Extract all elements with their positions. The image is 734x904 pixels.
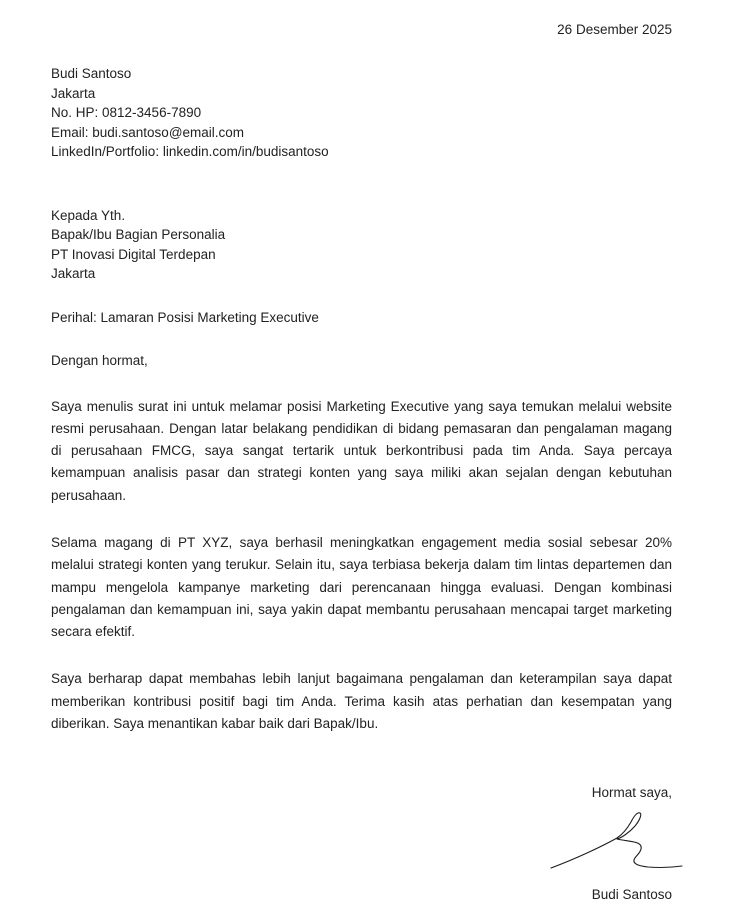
sender-name: Budi Santoso (51, 66, 132, 81)
body-paragraph: Saya berharap dapat membahas lebih lanjut bagaimana pengalaman dan keterampilan saya dapat memberikan kontribusi positif bagi tim Anda. Terima kasih atas perhatian dan kesempatan yang diberikan. Saya menantikan kabar baik dari Bapak/Ibu. (51, 671, 672, 732)
signature-name: Budi Santoso (591, 886, 672, 902)
subject-line: Perihal: Lamaran Posisi Marketing Executive (51, 309, 319, 325)
handwritten-signature-icon (549, 809, 683, 873)
body-paragraph: Selama magang di PT XYZ, saya berhasil meningkatkan engagement media sosial sebesar 20% melalui strategi konten yang terukur. Selain itu, saya terbiasa bekerja dalam tim lintas departemen dan mampu mengelola kampanye marketing dari perencanaan hingga evaluasi. Dengan kombinasi pengalaman dan kemampuan ini, saya yakin dapat membantu perusahaan mencapai target marketing secara efektif. (51, 534, 672, 640)
letter-salutation: Dengan hormat, (51, 353, 148, 368)
recipient-address-block (51, 206, 672, 284)
body-paragraph: Saya menulis surat ini untuk melamar posisi Marketing Executive yang saya temukan melalui website resmi perusahaan. Dengan latar belakang pendidikan di bidang pemasaran dan pengalaman magang di perusahaan FMCG, saya sangat tertarik untuk berkontribusi pada tim Anda. Saya percaya kemampuan analisis pasar dan strategi konten yang saya miliki akan sejalan dengan kebutuhan perusahaan. (51, 398, 672, 503)
signature-area (51, 803, 672, 885)
sender-city: Jakarta (51, 85, 96, 101)
recipient-department: Bapak/Ibu Bagian Personalia (51, 227, 226, 242)
closing-block (51, 783, 672, 904)
sender-phone: No. HP: 0812-3456-7890 (51, 105, 202, 120)
recipient-city: Jakarta (51, 266, 96, 281)
recipient-salutation: Kepada Yth. (51, 207, 126, 223)
sender-email: Email: budi.santoso@email.com (51, 124, 245, 140)
sender-address-block (51, 64, 672, 162)
letter-content (51, 0, 672, 904)
closing-salutation: Hormat saya, (591, 785, 672, 801)
sender-linkedin: LinkedIn/Portfolio: linkedin.com/in/budisantoso (51, 144, 329, 159)
letter-date: 26 Desember 2025 (557, 22, 672, 37)
recipient-company: PT Inovasi Digital Terdepan (51, 246, 216, 262)
